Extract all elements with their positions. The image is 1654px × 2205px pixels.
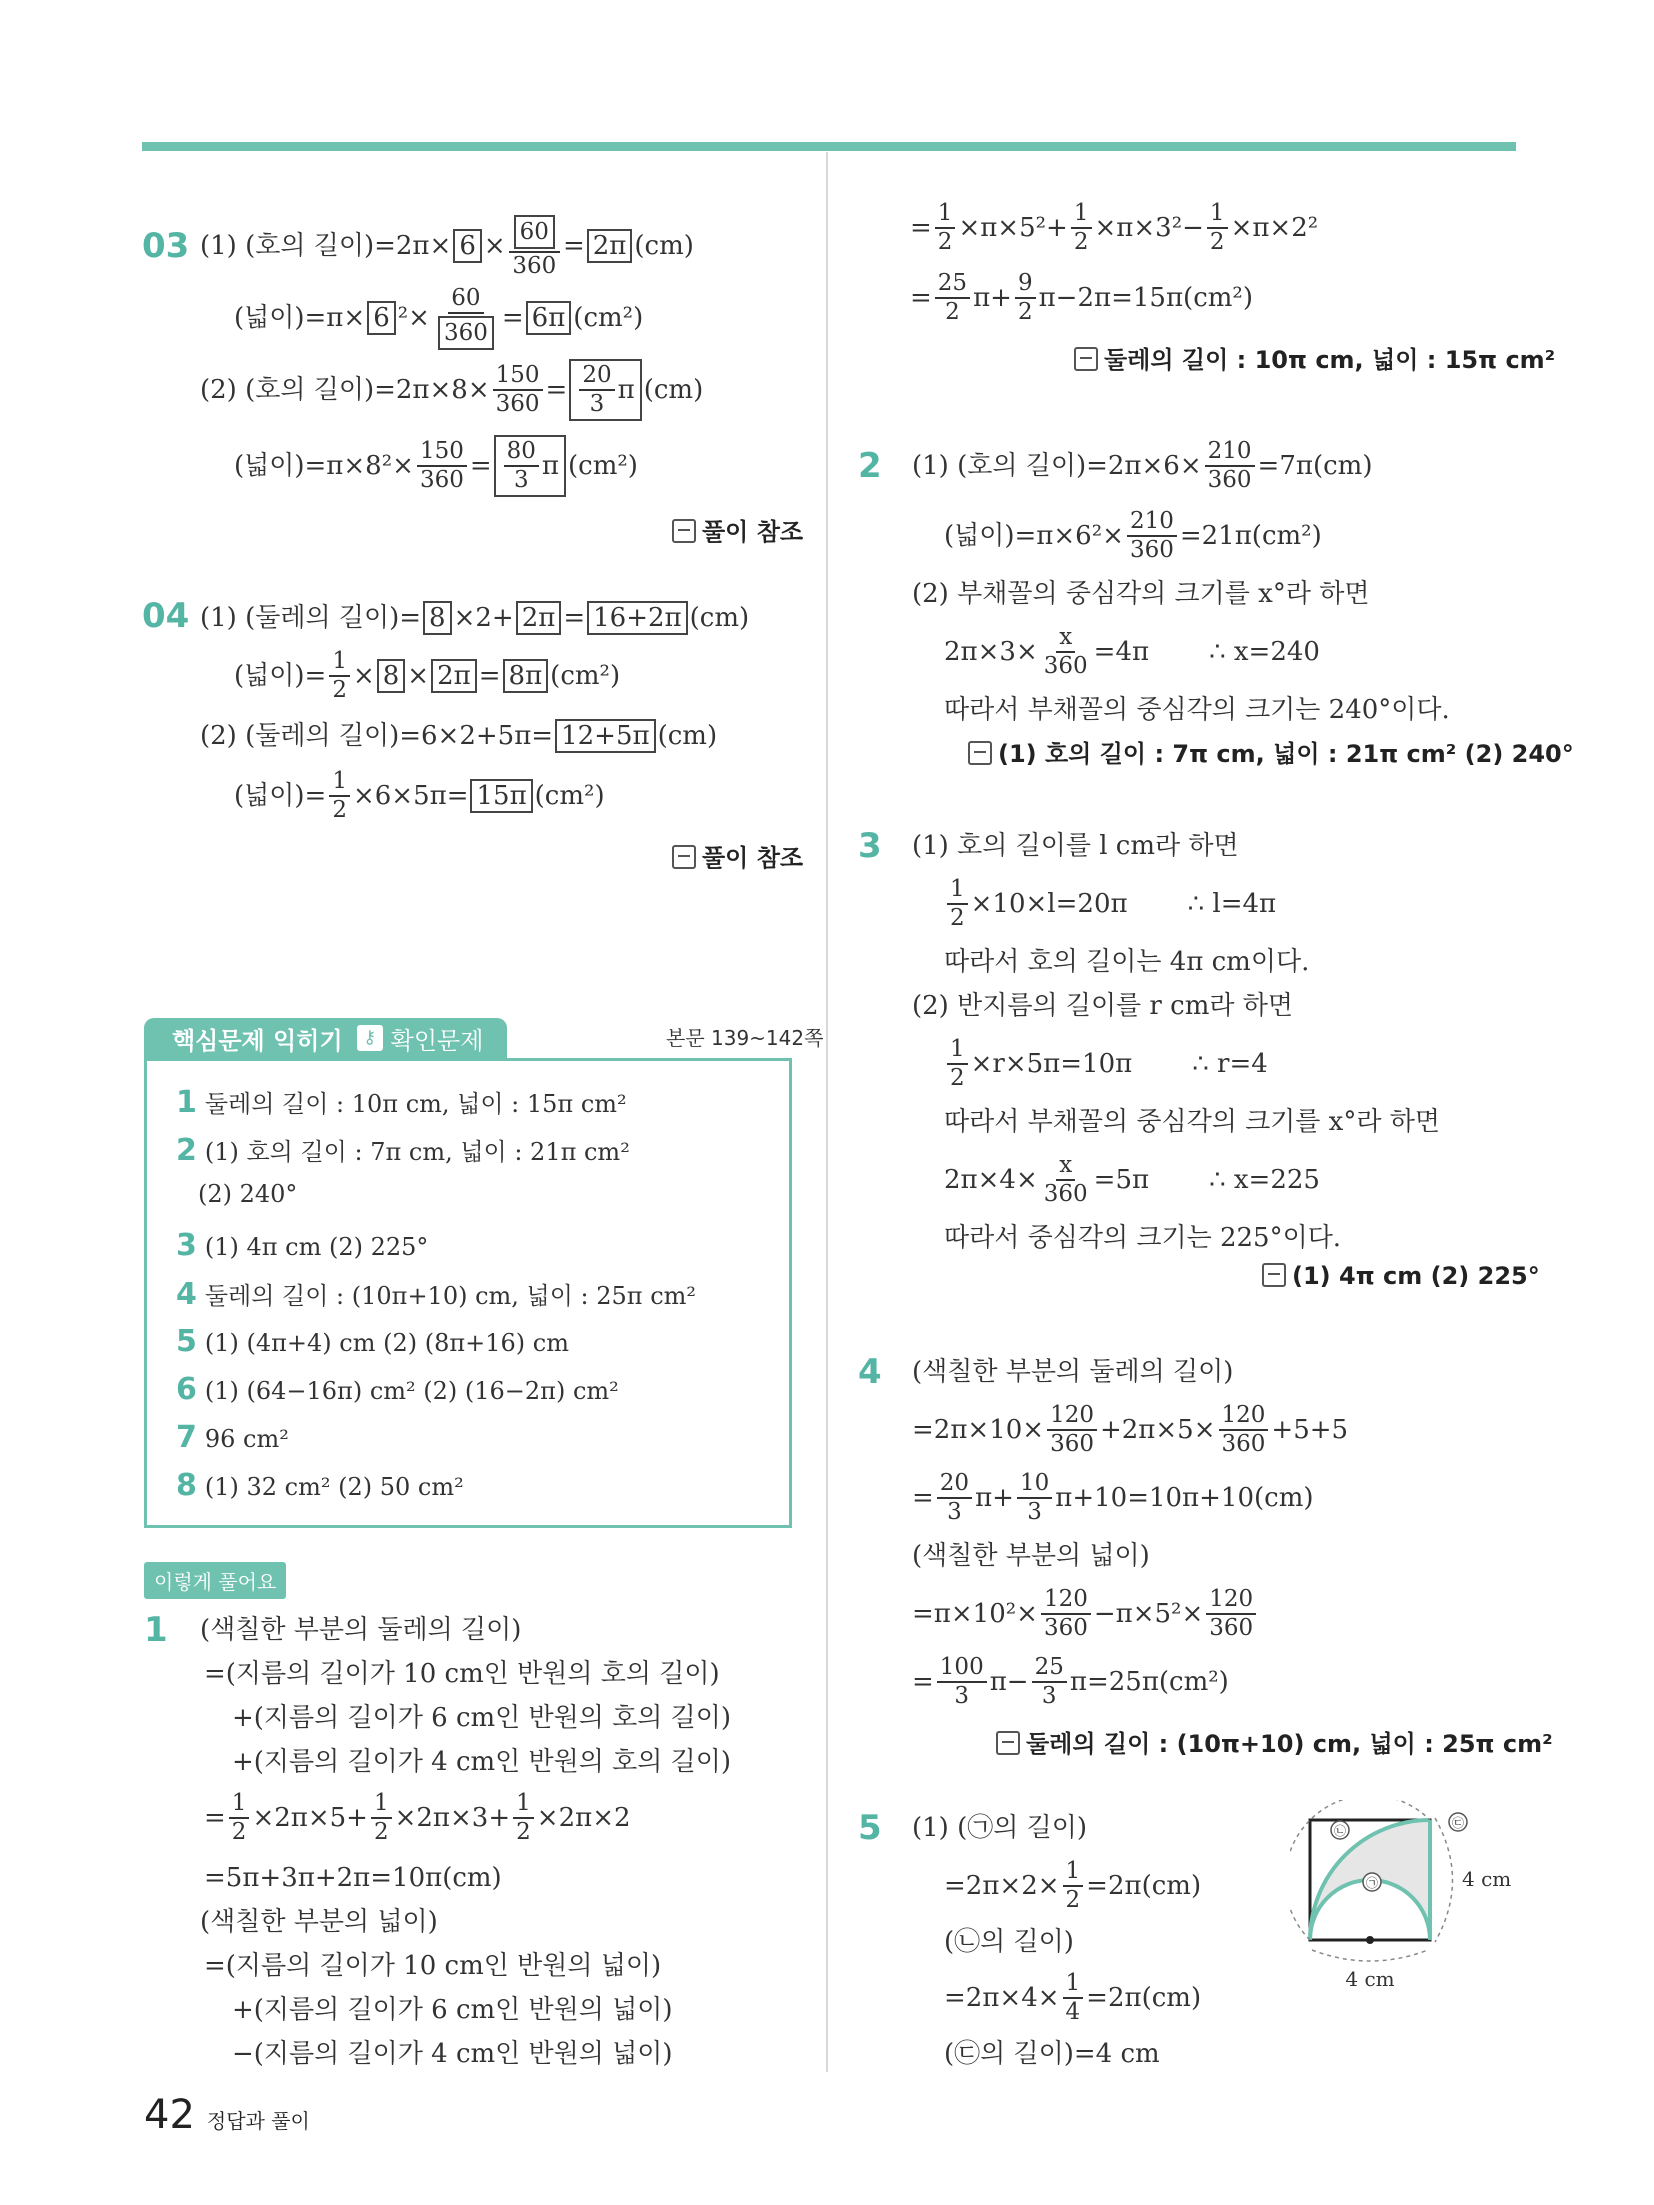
p04-answer: 풀이 참조: [672, 838, 803, 873]
sol1-line-h: =(지름의 길이가 10 cm인 반원의 넓이): [204, 1951, 662, 1981]
answer-icon: [1074, 347, 1098, 371]
p4-line-b: =2π×10× $\frac{120}{360}$ +2π×5× $\frac{120}{360}$ +5+5: [912, 1402, 1349, 1457]
p2-line-b: (넓이)=π×6²× $\frac{210}{360}$ =21π(cm²): [944, 508, 1322, 563]
answer-icon: [968, 741, 992, 765]
core-item: (2) 240°: [198, 1180, 298, 1208]
sol1-line-a: (색칠한 부분의 둘레의 길이): [200, 1615, 522, 1645]
fig-mark-1: ㉠: [1365, 1876, 1379, 1890]
p3-line-a: (1) 호의 길이를 l cm라 하면: [912, 831, 1239, 861]
p3-line-c: 따라서 호의 길이는 4π cm이다.: [944, 947, 1310, 977]
core-item: 7 96 cm²: [176, 1420, 289, 1455]
fig-mark-2: ㉡: [1333, 1824, 1347, 1838]
p3-line-b: $\frac{1}{2}$ ×10×l=20π ∴ l=4π: [944, 882, 1276, 926]
sol1-cont-line2: = $\frac{25}{2}$ π+ $\frac{9}{2}$ π−2π=15π(cm²): [910, 270, 1253, 325]
sol1-line-b: =(지름의 길이가 10 cm인 반원의 호의 길이): [204, 1659, 720, 1689]
p5-figure: [1290, 1800, 1522, 1990]
core-item: 4 둘레의 길이 : (10π+10) cm, 넓이 : 25π cm²: [176, 1277, 697, 1312]
footer-title: 정답과 풀이: [206, 2109, 310, 2133]
answer-icon: [672, 845, 696, 869]
solution-number-4: 4: [858, 1352, 882, 1392]
answer-icon: [672, 519, 696, 543]
p03-answer: 풀이 참조: [672, 512, 803, 547]
column-divider: [826, 152, 828, 2072]
core-tab: 핵심문제 익히기 ⚷ 확인문제: [144, 1018, 507, 1058]
p4-line-f: = $\frac{100}{3}$ π− $\frac{25}{3}$ π=25π(cm²): [912, 1654, 1229, 1709]
p5-line-e: (㉢의 길이)=4 cm: [944, 2039, 1160, 2069]
sol1-line-d: +(지름의 길이가 4 cm인 반원의 호의 길이): [232, 1747, 732, 1777]
page-number: 42: [144, 2092, 195, 2138]
p2-line-d: 2π×3× $\frac{x}{360}$ =4π ∴ x=240: [944, 624, 1320, 679]
page-footer: [144, 2092, 310, 2138]
p3-line-h: 따라서 중심각의 크기는 225°이다.: [944, 1223, 1342, 1253]
top-accent-bar: [142, 142, 1516, 151]
p03-line1: (1) (호의 길이)=2π× 6 × $\frac{60}{360}$ = 2π (cm): [200, 224, 694, 268]
sol1-line-f: =5π+3π+2π=10π(cm): [204, 1863, 502, 1893]
solution-label: 이렇게 풀어요: [144, 1562, 286, 1599]
p4-answer: 둘레의 길이 : (10π+10) cm, 넓이 : 25π cm²: [996, 1724, 1553, 1759]
p5-line-c: (㉡의 길이): [944, 1927, 1074, 1957]
p03-line3: (2) (호의 길이)=2π×8× $\frac{150}{360}$ = $\frac{20}{3}$ π (cm): [200, 368, 703, 412]
core-reference: 본문 139~142쪽: [666, 1026, 824, 1050]
answer-icon: [996, 1731, 1020, 1755]
p2-line-a: (1) (호의 길이)=2π×6× $\frac{210}{360}$ =7π(cm): [912, 438, 1373, 493]
core-item: 5 (1) (4π+4) cm (2) (8π+16) cm: [176, 1324, 569, 1359]
answer-icon: [1262, 1263, 1286, 1287]
sol1-line-j: −(지름의 길이가 4 cm인 반원의 넓이): [232, 2039, 673, 2069]
solution-number-2: 2: [858, 446, 882, 486]
problem-number-03: 03: [142, 226, 190, 266]
sol1-line-e: = $\frac{1}{2}$ ×2π×5+ $\frac{1}{2}$ ×2π×3+ $\frac{1}{2}$ ×2π×2: [204, 1790, 631, 1845]
problem-number-04: 04: [142, 596, 190, 636]
solution-number-3: 3: [858, 826, 882, 866]
p5-line-b: =2π×2× $\frac{1}{2}$ =2π(cm): [944, 1858, 1202, 1913]
sol1-line-c: +(지름의 길이가 6 cm인 반원의 호의 길이): [232, 1703, 732, 1733]
core-item: 8 (1) 32 cm² (2) 50 cm²: [176, 1468, 464, 1503]
core-item: 6 (1) (64−16π) cm² (2) (16−2π) cm²: [176, 1372, 619, 1407]
p4-line-d: (색칠한 부분의 넓이): [912, 1541, 1150, 1571]
p4-line-a: (색칠한 부분의 둘레의 길이): [912, 1357, 1234, 1387]
core-item: 1 둘레의 길이 : 10π cm, 넓이 : 15π cm²: [176, 1085, 627, 1120]
sol1-line-i: +(지름의 길이가 6 cm인 반원의 넓이): [232, 1995, 673, 2025]
p04-line1: (1) (둘레의 길이)= 8 ×2+ 2π = 16+2π (cm): [200, 603, 750, 633]
p4-line-e: =π×10²× $\frac{120}{360}$ −π×5²× $\frac{120}{360}$: [912, 1592, 1259, 1636]
p2-answer: (1) 호의 길이 : 7π cm, 넓이 : 21π cm² (2) 240°: [968, 734, 1574, 769]
sol1-line-g: (색칠한 부분의 넓이): [200, 1907, 438, 1937]
p04-line3: (2) (둘레의 길이)=6×2+5π= 12+5π (cm): [200, 721, 718, 751]
p03-line4: (넓이)=π×8²× $\frac{150}{360}$ = $\frac{80}{3}$ π (cm²): [234, 444, 638, 488]
p5-line-d: =2π×4× $\frac{1}{4}$ =2π(cm): [944, 1970, 1202, 2025]
core-item: 3 (1) 4π cm (2) 225°: [176, 1228, 429, 1263]
p2-line-e: 따라서 부채꼴의 중심각의 크기는 240°이다.: [944, 695, 1450, 725]
solution-number-5: 5: [858, 1808, 882, 1848]
p5-line-a: (1) (㉠의 길이): [912, 1813, 1087, 1843]
key-icon: ⚷: [357, 1025, 383, 1051]
p3-line-g: 2π×4× $\frac{x}{360}$ =5π ∴ x=225: [944, 1152, 1320, 1207]
sol1-cont-line1: = $\frac{1}{2}$ ×π×5²+ $\frac{1}{2}$ ×π×3²− $\frac{1}{2}$ ×π×2²: [910, 200, 1319, 255]
p03-line2: (넓이)=π× 6 ²× $\frac{60}{360}$ = 6π (cm²): [234, 296, 643, 340]
core-item: 2 (1) 호의 길이 : 7π cm, 넓이 : 21π cm²: [176, 1133, 630, 1168]
p4-line-c: = $\frac{20}{3}$ π+ $\frac{10}{3}$ π+10=10π+10(cm): [912, 1470, 1314, 1525]
fig-mark-3: ㉢: [1451, 1816, 1465, 1830]
solution-number-1: 1: [144, 1610, 168, 1650]
fig-bottom-label: 4 cm: [1345, 1967, 1395, 1990]
p3-line-e: $\frac{1}{2}$ ×r×5π=10π ∴ r=4: [944, 1042, 1268, 1086]
fig-side-label: 4 cm: [1462, 1867, 1512, 1891]
p3-line-f: 따라서 부채꼴의 중심각의 크기를 x°라 하면: [944, 1107, 1440, 1137]
p3-line-d: (2) 반지름의 길이를 r cm라 하면: [912, 991, 1293, 1021]
p04-line2: (넓이)= $\frac{1}{2}$ × 8 × 2π = 8π (cm²): [234, 648, 621, 703]
p2-line-c: (2) 부채꼴의 중심각의 크기를 x°라 하면: [912, 579, 1370, 609]
p3-answer: (1) 4π cm (2) 225°: [1262, 1262, 1540, 1290]
sol1-answer: 둘레의 길이 : 10π cm, 넓이 : 15π cm²: [1074, 340, 1555, 375]
p04-line4: (넓이)= $\frac{1}{2}$ ×6×5π= 15π (cm²): [234, 768, 605, 823]
